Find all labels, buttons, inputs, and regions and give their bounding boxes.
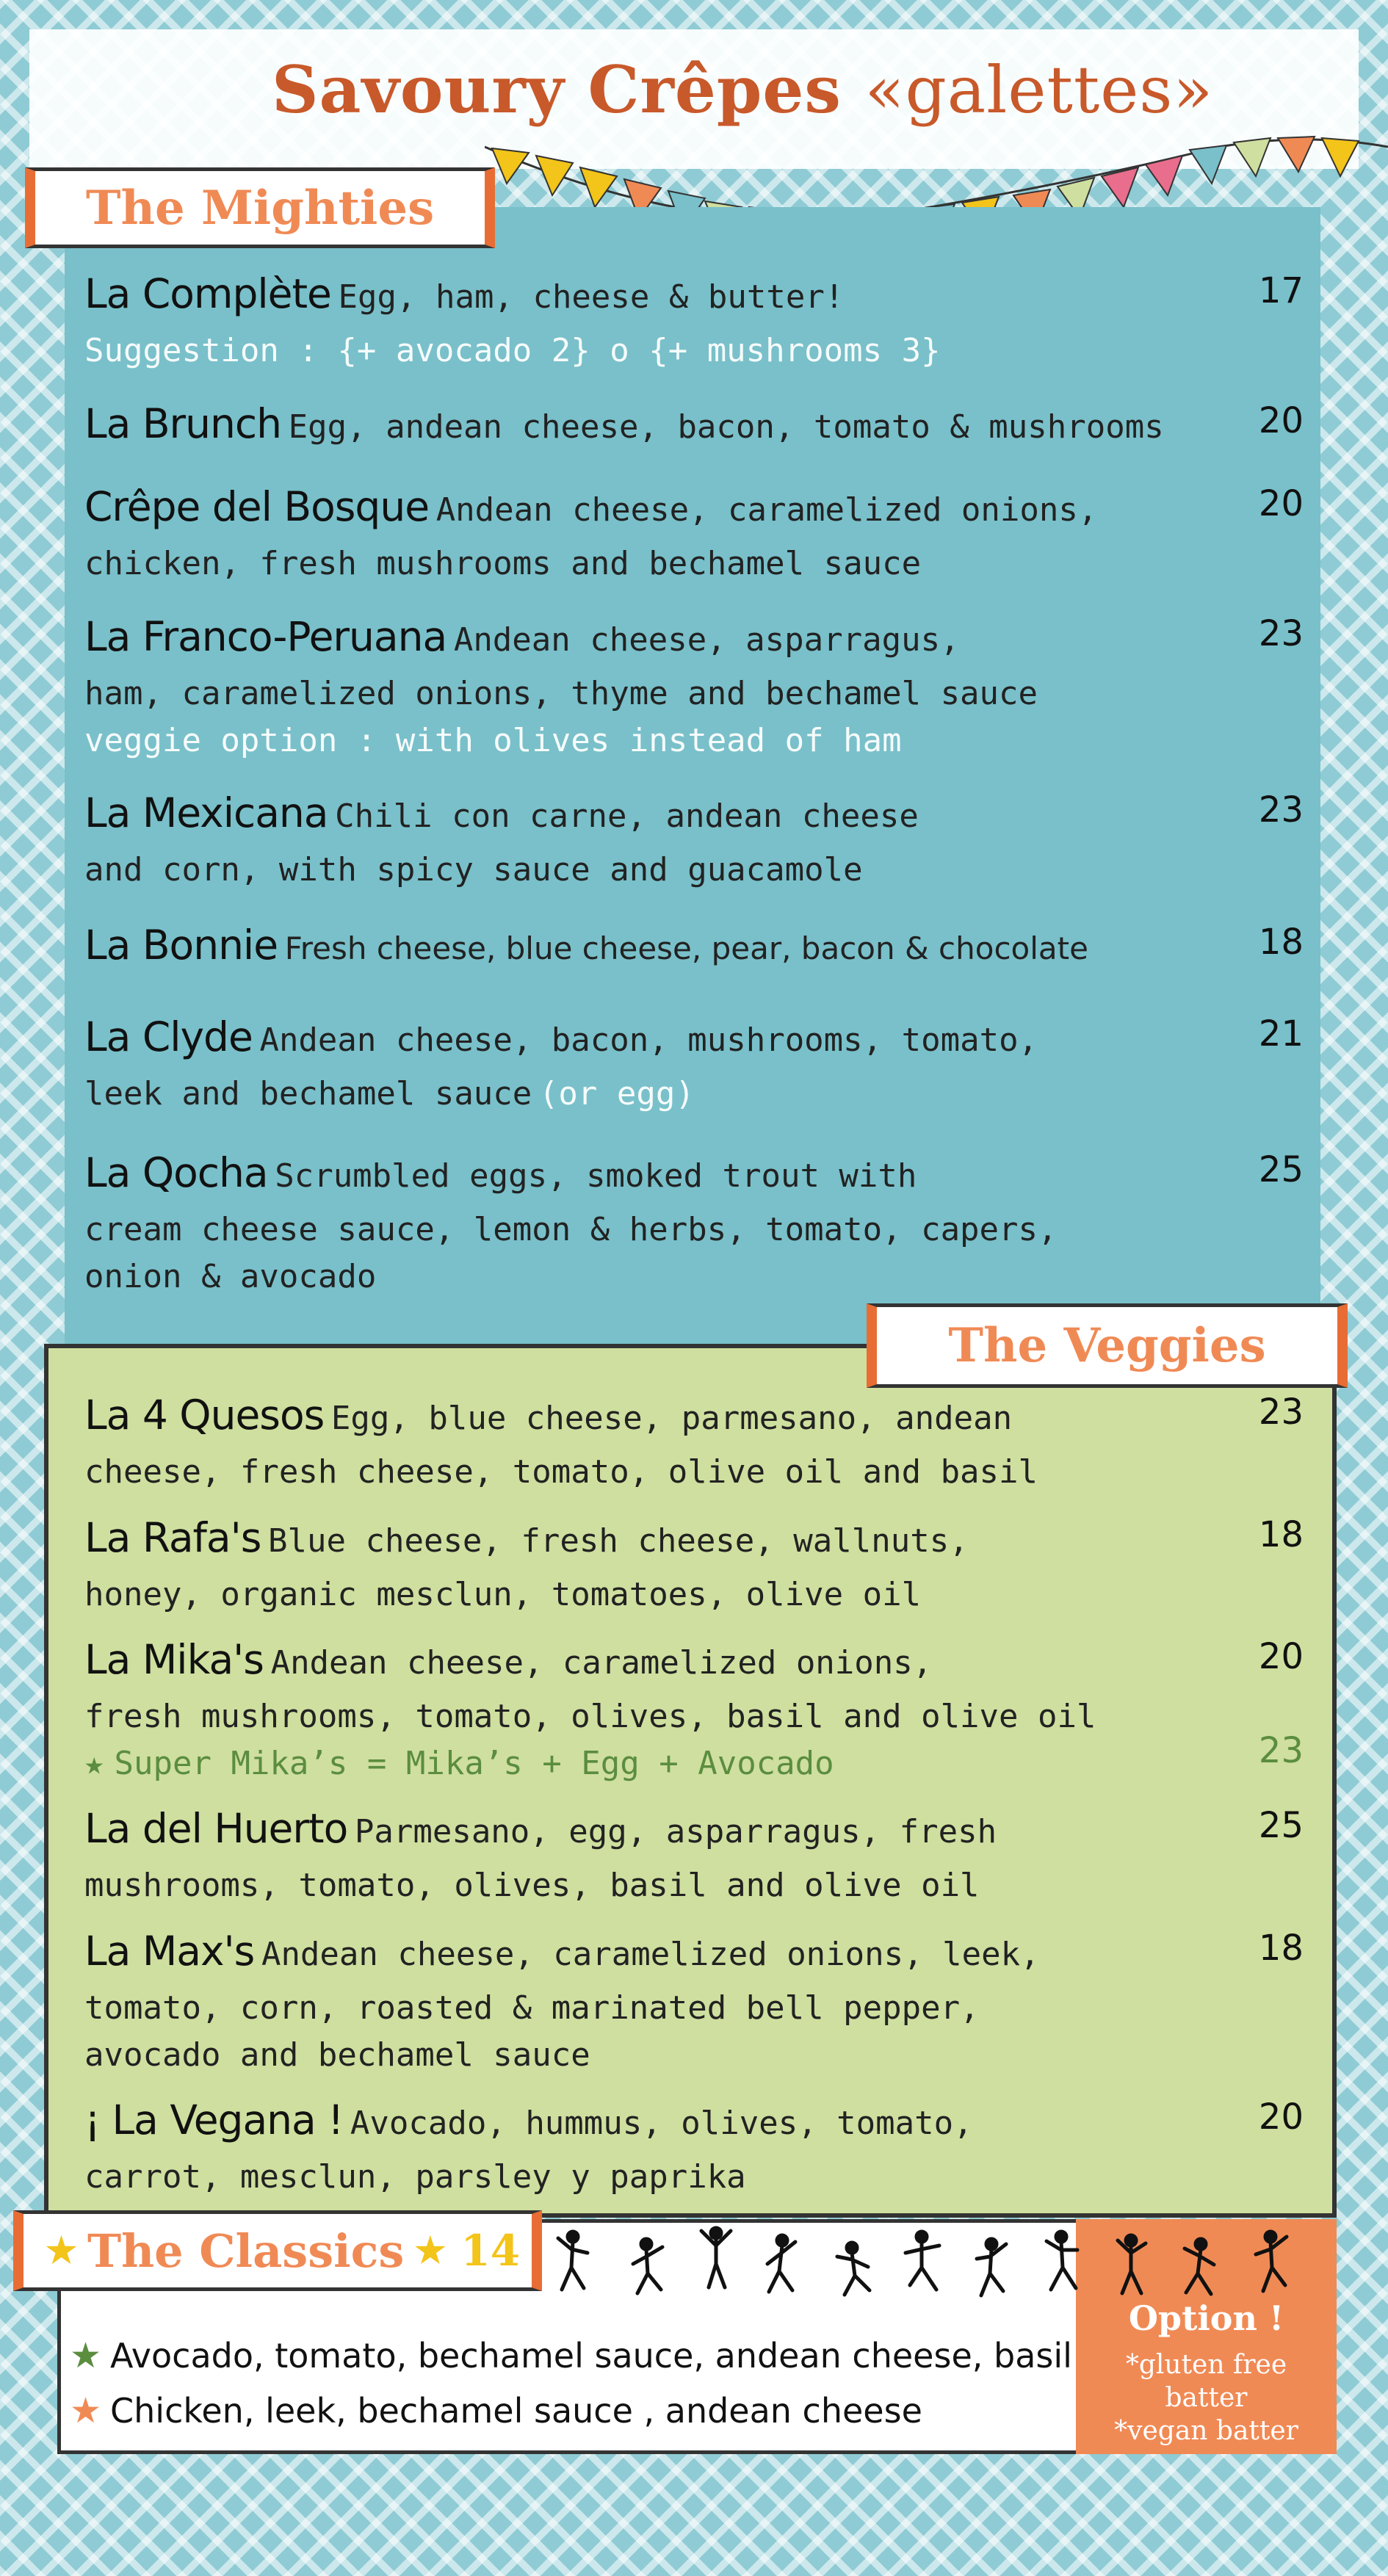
- item-desc-line2: mushrooms, tomato, olives, basil and olive oil: [84, 1867, 980, 1904]
- item-price: 18: [1258, 1514, 1304, 1555]
- classic-item-2: [70, 2390, 1083, 2431]
- super-mikas-line: [84, 1740, 1304, 1787]
- item-price: 23: [1258, 1392, 1304, 1433]
- item-price: 21: [1258, 1013, 1304, 1054]
- item-desc-line2: fresh mushrooms, tomato, olives, basil and olive oil: [84, 1698, 1096, 1735]
- item-price: 20: [1258, 2096, 1304, 2138]
- menu-item-la-mexicana: [84, 789, 1304, 894]
- item-price: 25: [1258, 1805, 1304, 1846]
- item-price: 23: [1258, 613, 1304, 654]
- menu-item-la-bonnie: [84, 922, 1304, 979]
- item-desc-line2: ham, caramelized onions, thyme and bechamel sauce: [84, 675, 1038, 712]
- super-mikas-text: Super Mika’s = Mika’s + Egg + Avocado: [114, 1745, 834, 1782]
- item-desc-line2: honey, organic mesclun, tomatoes, olive oil: [84, 1576, 922, 1613]
- classic-item-text: Avocado, tomato, bechamel sauce, andean cheese, basil: [110, 2336, 1072, 2376]
- item-desc: Fresh cheese, blue cheese, pear, bacon & chocolate: [284, 930, 1088, 966]
- item-price: 18: [1258, 1928, 1304, 1969]
- menu-item-la-brunch: [84, 400, 1304, 457]
- menu-item-la-mikas: [84, 1636, 1304, 1787]
- item-desc: Andean cheese, caramelized onions,: [270, 1644, 933, 1682]
- menu-item-la-complete: [84, 270, 1304, 375]
- item-price: 20: [1258, 400, 1304, 441]
- classics-price: 14: [460, 2226, 521, 2276]
- mighties-label: The Mighties: [25, 167, 495, 248]
- item-desc-line2: tomato, corn, roasted & marinated bell pepper,: [84, 1989, 980, 2027]
- item-desc: Avocado, hummus, olives, tomato,: [350, 2105, 973, 2142]
- item-note: veggie option : with olives instead of ham: [84, 722, 902, 759]
- item-name: La Brunch: [84, 400, 281, 447]
- item-name: La del Huerto: [84, 1805, 348, 1852]
- item-name: La Rafa's: [84, 1514, 261, 1561]
- item-desc-line2: leek and bechamel sauce: [84, 1075, 532, 1112]
- item-note: (or egg): [538, 1075, 695, 1112]
- star-icon: ★: [70, 2335, 102, 2376]
- item-desc-line3: onion & avocado: [84, 1258, 377, 1295]
- item-name: ¡ La Vegana !: [84, 2096, 344, 2143]
- item-desc: Andean cheese, bacon, mushrooms, tomato,: [259, 1021, 1038, 1059]
- item-price: 23: [1258, 789, 1304, 831]
- item-desc: Blue cheese, fresh cheese, wallnuts,: [268, 1522, 969, 1560]
- item-desc: Parmesano, egg, asparragus, fresh: [354, 1813, 997, 1850]
- menu-item-la-del-huerto: [84, 1805, 1304, 1909]
- star-icon: ★: [45, 2230, 77, 2271]
- title-sub: «galettes»: [864, 52, 1214, 128]
- option-line-1: *gluten free: [1125, 2350, 1287, 2380]
- item-price: 20: [1258, 1636, 1304, 1677]
- item-desc-line2: carrot, mesclun, parsley y paprika: [84, 2158, 746, 2196]
- item-name: Crêpe del Bosque: [84, 483, 430, 530]
- super-mikas-price: 23: [1258, 1730, 1304, 1771]
- item-desc-line2: cream cheese sauce, lemon & herbs, tomato, capers,: [84, 1211, 1058, 1248]
- item-desc: Andean cheese, asparragus,: [453, 621, 960, 659]
- item-name: La Mika's: [84, 1636, 264, 1683]
- classic-item-text: Chicken, leek, bechamel sauce , andean cheese: [110, 2391, 922, 2431]
- veggies-label: The Veggies: [867, 1303, 1348, 1388]
- option-line-2: batter: [1165, 2383, 1248, 2413]
- item-desc: Egg, ham, cheese & butter!: [338, 278, 845, 316]
- item-name: La Franco-Peruana: [84, 613, 447, 660]
- menu-item-la-clyde: [84, 1013, 1304, 1124]
- item-price: 18: [1258, 922, 1304, 963]
- menu-item-la-rafas: [84, 1514, 1304, 1618]
- item-desc: Scrumbled eggs, smoked trout with: [275, 1157, 917, 1195]
- item-desc: Chili con carne, andean cheese: [335, 797, 919, 835]
- title-main: Savoury Crêpes: [272, 51, 842, 128]
- item-name: La Qocha: [84, 1149, 268, 1196]
- menu-item-la-maxs: [84, 1928, 1304, 2079]
- menu-item-la-4-quesos: [84, 1392, 1304, 1496]
- menu-item-la-franco-peruana: [84, 613, 1304, 764]
- item-desc: Egg, blue cheese, parmesano, andean: [330, 1400, 1013, 1437]
- classics-label: [13, 2210, 542, 2291]
- classics-label-text: The Classics: [87, 2224, 405, 2278]
- option-title: Option !: [1128, 2298, 1284, 2338]
- menu-item-la-vegana: [84, 2096, 1304, 2201]
- menu-title: [272, 51, 1213, 128]
- item-name: La Complète: [84, 270, 331, 317]
- item-price: 17: [1258, 270, 1304, 311]
- item-name: La 4 Quesos: [84, 1392, 325, 1439]
- item-desc: Andean cheese, caramelized onions,: [435, 491, 1098, 529]
- item-desc-line2: cheese, fresh cheese, tomato, olive oil and basil: [84, 1453, 1038, 1491]
- item-desc-line3: avocado and bechamel sauce: [84, 2036, 590, 2074]
- star-icon: ★: [70, 2390, 102, 2431]
- dancing-figures-decoration: [543, 2224, 1344, 2304]
- menu-item-crepe-del-bosque: [84, 483, 1304, 587]
- star-icon: ★: [84, 1745, 104, 1782]
- item-name: La Clyde: [84, 1013, 253, 1060]
- option-line-3: *vegan batter: [1114, 2416, 1298, 2446]
- item-desc-line2: chicken, fresh mushrooms and bechamel sauce: [84, 545, 922, 582]
- item-desc: Egg, andean cheese, bacon, tomato & mushrooms: [288, 408, 1164, 446]
- item-note: Suggestion : {+ avocado 2} o {+ mushrooms 3}: [84, 332, 941, 369]
- item-desc: Andean cheese, caramelized onions, leek,: [261, 1936, 1040, 1973]
- item-name: La Mexicana: [84, 789, 328, 836]
- item-price: 25: [1258, 1149, 1304, 1190]
- star-icon: ★: [414, 2230, 447, 2271]
- item-name: La Max's: [84, 1928, 255, 1975]
- item-price: 20: [1258, 483, 1304, 524]
- item-desc-line2: and corn, with spicy sauce and guacamole: [84, 851, 863, 889]
- menu-item-la-qocha: [84, 1149, 1304, 1300]
- item-name: La Bonnie: [84, 922, 278, 969]
- classic-item-1: [70, 2335, 1083, 2376]
